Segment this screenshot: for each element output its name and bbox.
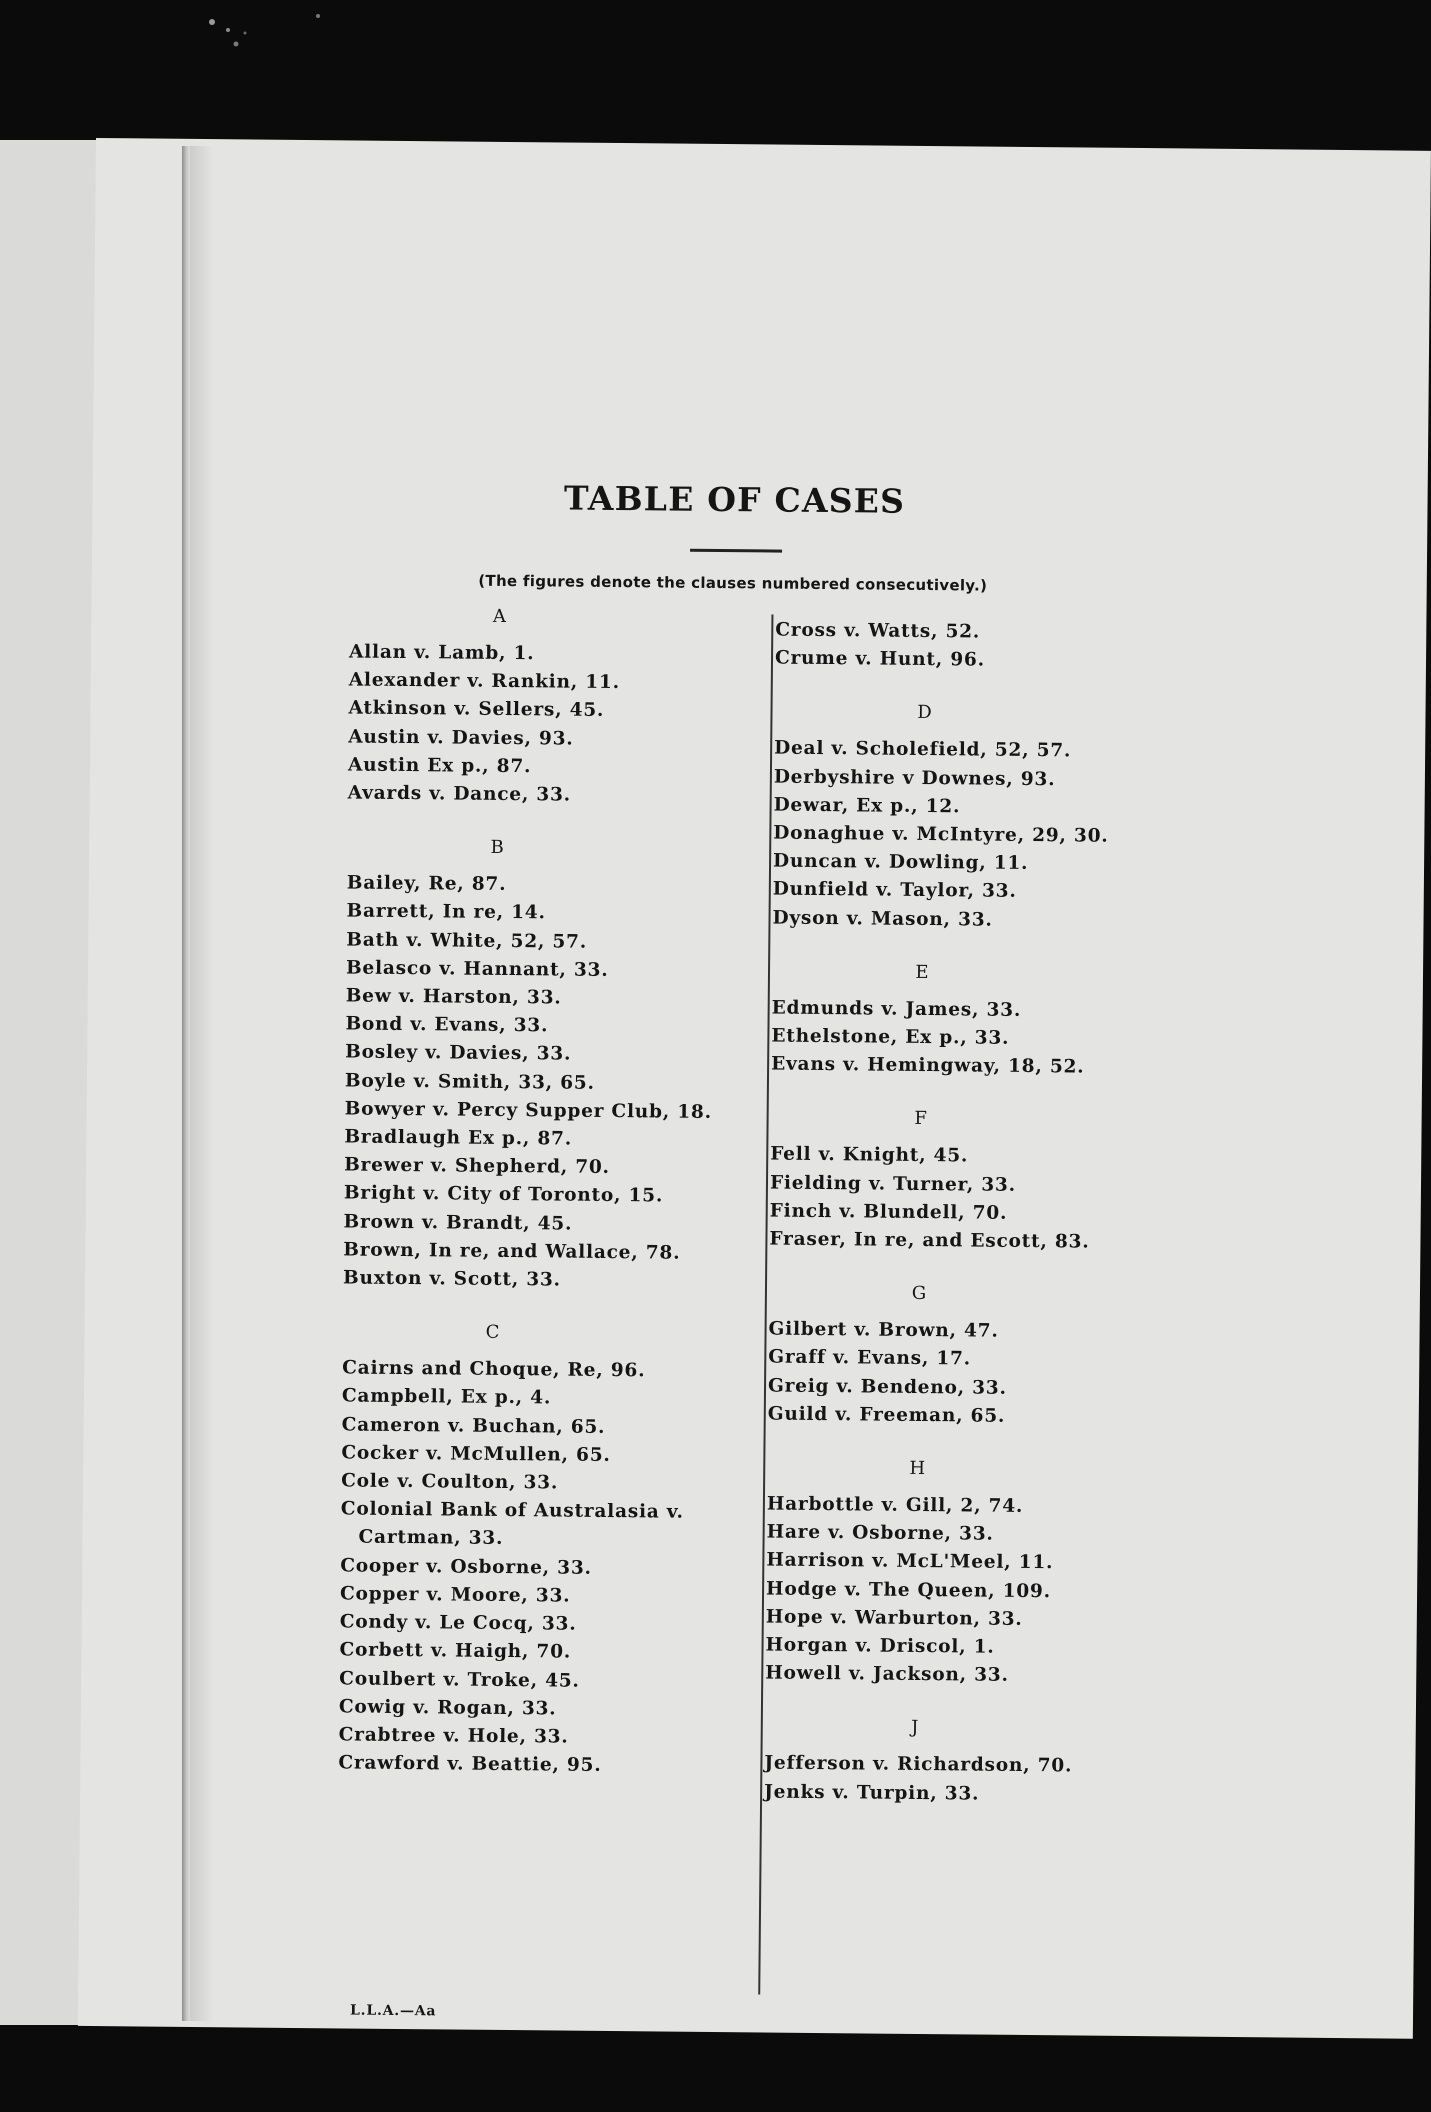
case-entry: Duncan v. Dowling, 11. bbox=[772, 850, 1029, 875]
section-letter: J bbox=[911, 1717, 919, 1739]
case-entry: Bradlaugh Ex p., 87. bbox=[344, 1126, 573, 1150]
case-entry: Cairns and Choque, Re, 96. bbox=[342, 1357, 646, 1382]
case-entry: Austin v. Davies, 93. bbox=[348, 726, 574, 750]
section-letter: C bbox=[485, 1322, 500, 1344]
section-gap bbox=[772, 932, 1132, 961]
case-entry: Allan v. Lamb, 1. bbox=[348, 641, 535, 665]
binding-edge bbox=[182, 146, 190, 2021]
case-entry: Crume v. Hunt, 96. bbox=[774, 647, 986, 671]
case-entry: Graff v. Evans, 17. bbox=[768, 1346, 972, 1370]
case-entry: Brown, In re, and Wallace, 78. bbox=[343, 1239, 681, 1264]
case-entry: Horgan v. Driscol, 1. bbox=[765, 1634, 995, 1658]
case-entry: Boyle v. Smith, 33, 65. bbox=[344, 1070, 595, 1094]
case-entry: Gilbert v. Brown, 47. bbox=[768, 1318, 999, 1342]
case-entry: Fielding v. Turner, 33. bbox=[769, 1172, 1016, 1196]
case-entry: Copper v. Moore, 33. bbox=[339, 1583, 571, 1607]
case-entry: Dyson v. Mason, 33. bbox=[772, 907, 993, 931]
case-entry: Cole v. Coulton, 33. bbox=[341, 1470, 559, 1494]
section-gap bbox=[765, 1688, 1125, 1717]
case-entry: Brewer v. Shepherd, 70. bbox=[344, 1154, 610, 1179]
case-entry: Alexander v. Rankin, 11. bbox=[348, 669, 620, 694]
section-letter: H bbox=[909, 1457, 926, 1480]
section-gap bbox=[775, 673, 1135, 702]
case-entry: Campbell, Ex p., 4. bbox=[341, 1385, 552, 1409]
case-entry: Avards v. Dance, 33. bbox=[347, 782, 572, 806]
case-entry: Harbottle v. Gill, 2, 74. bbox=[766, 1493, 1024, 1518]
page-title: TABLE OF CASES bbox=[563, 478, 906, 521]
case-entry: Crabtree v. Hole, 33. bbox=[338, 1724, 569, 1748]
case-entry: Belasco v. Hannant, 33. bbox=[345, 957, 609, 981]
case-entry: Ethelstone, Ex p., 33. bbox=[771, 1025, 1010, 1049]
case-entry: Jenks v. Turpin, 33. bbox=[764, 1781, 980, 1805]
case-entry: Bright v. City of Toronto, 15. bbox=[343, 1182, 664, 1207]
section-gap bbox=[767, 1429, 1127, 1458]
page-note: (The figures denote the clauses numbered consecutively.) bbox=[478, 571, 988, 595]
case-entry: Barrett, In re, 14. bbox=[346, 900, 546, 924]
scan-noise bbox=[0, 0, 1431, 140]
case-entry: Bosley v. Davies, 33. bbox=[345, 1041, 572, 1066]
case-entry: Donaghue v. McIntyre, 29, 30. bbox=[773, 822, 1109, 847]
case-entry: Cowig v. Rogan, 33. bbox=[338, 1696, 557, 1720]
case-entry: Greig v. Bendeno, 33. bbox=[767, 1375, 1007, 1399]
right-column bbox=[764, 617, 1135, 1810]
case-entry: Evans v. Hemingway, 18, 52. bbox=[771, 1053, 1085, 1078]
section-letter: G bbox=[911, 1283, 927, 1305]
case-entry: Cartman, 33. bbox=[358, 1527, 504, 1550]
case-entry: Cooper v. Osborne, 33. bbox=[340, 1555, 592, 1579]
case-entry: Bond v. Evans, 33. bbox=[345, 1013, 549, 1037]
case-entry: Corbett v. Haigh, 70. bbox=[339, 1639, 572, 1663]
section-letter: F bbox=[914, 1108, 927, 1130]
case-entry: Colonial Bank of Australasia v. bbox=[340, 1498, 684, 1523]
case-entry: Dunfield v. Taylor, 33. bbox=[772, 878, 1017, 903]
section-gap bbox=[771, 1079, 1131, 1108]
page-footer: L.L.A.—Aa bbox=[349, 2002, 437, 2020]
case-entry: Howell v. Jackson, 33. bbox=[765, 1662, 1009, 1687]
case-entry: Dewar, Ex p., 12. bbox=[773, 794, 961, 818]
case-entry: Fell v. Knight, 45. bbox=[770, 1143, 969, 1167]
case-entry: Fraser, In re, and Escott, 83. bbox=[769, 1228, 1090, 1253]
case-entry: Atkinson v. Sellers, 45. bbox=[348, 697, 605, 722]
case-entry: Bew v. Harston, 33. bbox=[345, 985, 562, 1009]
case-entry: Hodge v. The Queen, 109. bbox=[766, 1578, 1051, 1602]
case-entry: Coulbert v. Troke, 45. bbox=[339, 1667, 580, 1692]
case-entry: Buxton v. Scott, 33. bbox=[342, 1267, 561, 1291]
case-entry: Brown v. Brandt, 45. bbox=[343, 1211, 573, 1235]
page-content bbox=[78, 138, 1431, 2039]
case-entry: Cameron v. Buchan, 65. bbox=[341, 1414, 606, 1438]
case-entry: Deal v. Scholefield, 52, 57. bbox=[774, 737, 1072, 762]
case-entry: Finch v. Blundell, 70. bbox=[769, 1200, 1008, 1224]
left-column bbox=[338, 602, 712, 1781]
case-entry: Harrison v. McL'Meel, 11. bbox=[766, 1549, 1054, 1574]
case-entry: Austin Ex p., 87. bbox=[347, 754, 532, 778]
title-rule bbox=[690, 549, 782, 553]
section-gap bbox=[343, 1293, 703, 1322]
case-entry: Bath v. White, 52, 57. bbox=[346, 929, 588, 953]
document-page bbox=[78, 138, 1431, 2039]
binding-shadow bbox=[190, 146, 214, 2021]
case-entry: Cross v. Watts, 52. bbox=[775, 619, 981, 643]
case-entry: Hope v. Warburton, 33. bbox=[765, 1606, 1023, 1630]
case-entry: Edmunds v. James, 33. bbox=[771, 997, 1022, 1021]
case-entry: Crawford v. Beattie, 95. bbox=[338, 1752, 602, 1777]
case-entry: Hare v. Osborne, 33. bbox=[766, 1521, 994, 1545]
section-gap bbox=[769, 1254, 1129, 1283]
case-entry: Guild v. Freeman, 65. bbox=[767, 1403, 1006, 1427]
case-entry: Bowyer v. Percy Supper Club, 18. bbox=[344, 1098, 712, 1123]
case-entry: Cocker v. McMullen, 65. bbox=[341, 1442, 611, 1466]
section-letter: D bbox=[917, 702, 932, 724]
section-gap bbox=[347, 808, 707, 837]
case-entry: Jefferson v. Richardson, 70. bbox=[764, 1752, 1073, 1777]
section-letter: E bbox=[915, 961, 929, 983]
case-entry: Condy v. Le Cocq, 33. bbox=[339, 1611, 577, 1635]
case-entry: Derbyshire v Downes, 93. bbox=[773, 766, 1056, 790]
section-letter: A bbox=[492, 605, 507, 627]
section-letter: B bbox=[490, 837, 504, 859]
case-entry: Bailey, Re, 87. bbox=[346, 872, 507, 896]
